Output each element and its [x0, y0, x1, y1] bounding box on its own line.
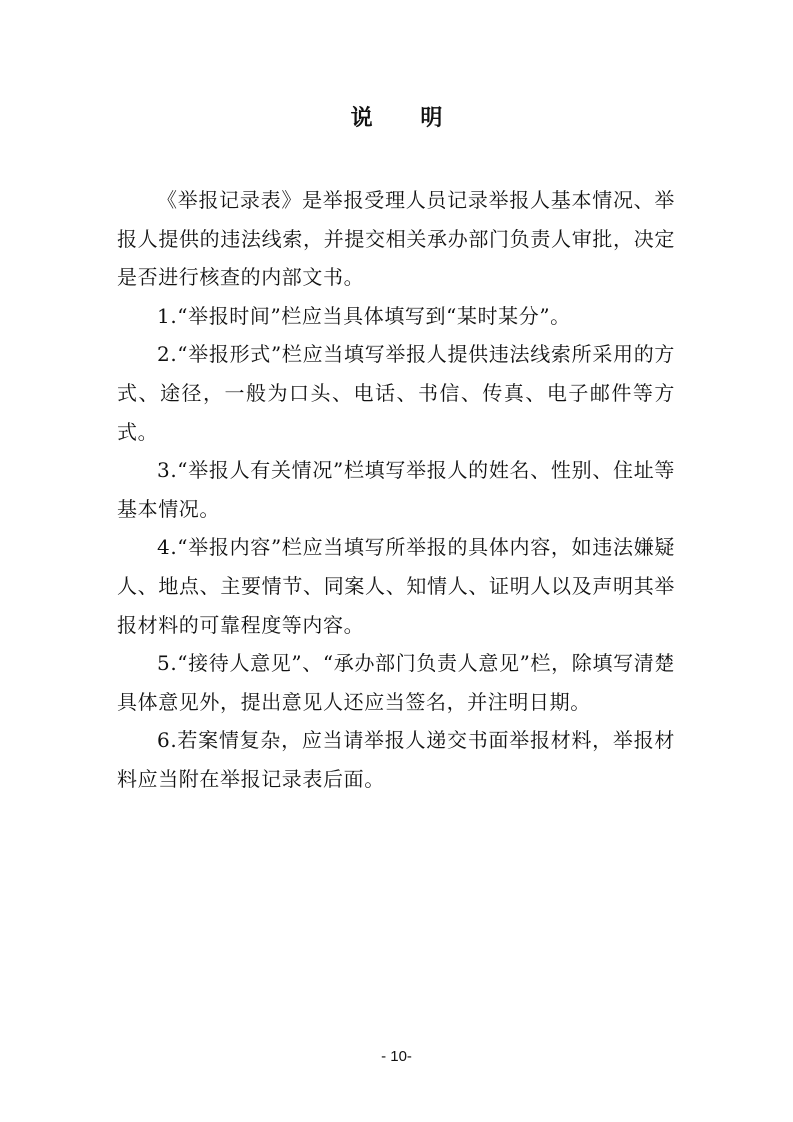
instruction-item-1: 1.“举报时间”栏应当具体填写到“某时某分”。	[157, 303, 571, 328]
instruction-item-3: 3.“举报人有关情况”栏填写举报人的姓名、性别、住址等基本情况。	[117, 458, 675, 521]
document-body	[117, 181, 675, 799]
intro-paragraph: 《举报记录表》是举报受理人员记录举报人基本情况、举报人提供的违法线索，并提交相关承办部门负责人审批，决定是否进行核查的内部文书。	[117, 188, 675, 290]
instruction-item-4: 4.“举报内容”栏应当填写所举报的具体内容，如违法嫌疑人、地点、主要情节、同案人、知情人、证明人以及声明其举报材料的可靠程度等内容。	[117, 535, 675, 637]
instruction-item-2: 2.“举报形式”栏应当填写举报人提供违法线索所采用的方式、途径，一般为口头、电话、书信、传真、电子邮件等方式。	[117, 342, 675, 444]
instruction-item-6: 6.若案情复杂，应当请举报人递交书面举报材料，举报材料应当附在举报记录表后面。	[117, 728, 675, 791]
instruction-item-5: 5.“接待人意见”、“承办部门负责人意见”栏，除填写清楚具体意见外，提出意见人还应当签名，并注明日期。	[117, 651, 675, 714]
page-number: - 10-	[381, 1048, 412, 1065]
page-title: 说 明	[350, 105, 463, 131]
